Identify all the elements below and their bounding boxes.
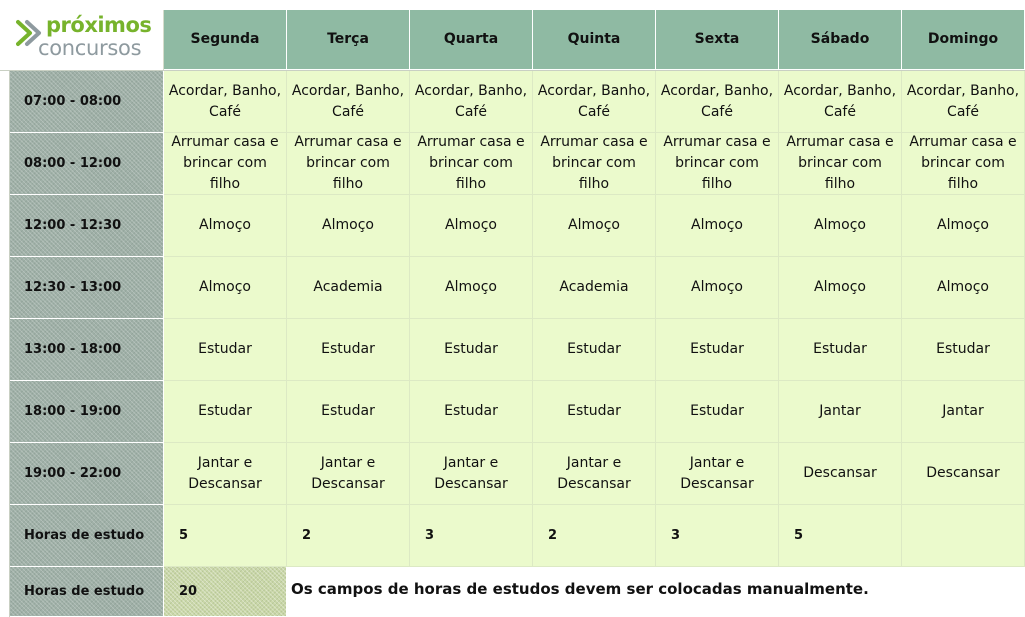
activity-cell[interactable]: Estudar bbox=[533, 319, 656, 381]
activity-cell[interactable]: Acordar, Banho, Café bbox=[902, 71, 1025, 133]
activity-cell[interactable]: Estudar bbox=[287, 381, 410, 443]
total-hours-label[interactable]: Horas de estudo bbox=[10, 567, 164, 617]
activity-cell[interactable]: Acordar, Banho, Café bbox=[164, 71, 287, 133]
activity-cell[interactable]: Estudar bbox=[287, 319, 410, 381]
day-header[interactable]: Terça bbox=[287, 10, 410, 70]
activity-cell[interactable]: Acordar, Banho, Café bbox=[410, 71, 533, 133]
schedule-row bbox=[10, 195, 1025, 257]
time-slot-cell[interactable]: 18:00 - 19:00 bbox=[10, 381, 164, 443]
activity-cell[interactable]: Jantar bbox=[902, 381, 1025, 443]
schedule-row bbox=[10, 443, 1025, 505]
time-slot-cell[interactable]: 07:00 - 08:00 bbox=[10, 71, 164, 133]
activity-cell[interactable]: Academia bbox=[287, 257, 410, 319]
logo-text-proximos: próximos bbox=[46, 13, 152, 37]
activity-cell[interactable]: Jantar e Descansar bbox=[287, 443, 410, 505]
activity-cell[interactable]: Arrumar casa e brincar com filho bbox=[533, 133, 656, 195]
activity-cell[interactable]: Almoço bbox=[287, 195, 410, 257]
time-slot-cell[interactable]: 08:00 - 12:00 bbox=[10, 133, 164, 195]
day-header[interactable]: Sexta bbox=[656, 10, 779, 70]
activity-cell[interactable]: Estudar bbox=[410, 381, 533, 443]
day-header[interactable]: Sábado bbox=[779, 10, 902, 70]
activity-cell[interactable]: Almoço bbox=[164, 195, 287, 257]
schedule-row bbox=[10, 71, 1025, 133]
activity-cell[interactable]: Jantar bbox=[779, 381, 902, 443]
activity-cell[interactable]: Arrumar casa e brincar com filho bbox=[656, 133, 779, 195]
schedule-row bbox=[10, 133, 1025, 195]
logo-text-concursos: concursos bbox=[38, 36, 142, 60]
day-header[interactable]: Quinta bbox=[533, 10, 656, 70]
study-hours-label[interactable]: Horas de estudo bbox=[10, 505, 164, 567]
activity-cell[interactable]: Jantar e Descansar bbox=[533, 443, 656, 505]
activity-cell[interactable]: Almoço bbox=[779, 257, 902, 319]
total-hours-value[interactable]: 20 bbox=[164, 567, 287, 617]
activity-cell[interactable]: Almoço bbox=[656, 195, 779, 257]
activity-cell[interactable]: Acordar, Banho, Café bbox=[533, 71, 656, 133]
activity-cell[interactable]: Jantar e Descansar bbox=[656, 443, 779, 505]
activity-cell[interactable]: Almoço bbox=[410, 257, 533, 319]
activity-cell[interactable]: Estudar bbox=[656, 319, 779, 381]
total-hours-row bbox=[10, 567, 287, 617]
activity-cell[interactable]: Acordar, Banho, Café bbox=[779, 71, 902, 133]
activity-cell[interactable]: Estudar bbox=[410, 319, 533, 381]
activity-cell[interactable]: Arrumar casa e brincar com filho bbox=[779, 133, 902, 195]
activity-cell[interactable]: Descansar bbox=[779, 443, 902, 505]
activity-cell[interactable]: Descansar bbox=[902, 443, 1025, 505]
activity-cell[interactable]: Arrumar casa e brincar com filho bbox=[164, 133, 287, 195]
activity-cell[interactable]: Jantar e Descansar bbox=[410, 443, 533, 505]
time-slot-cell[interactable]: 12:30 - 13:00 bbox=[10, 257, 164, 319]
study-hours-value[interactable]: 5 bbox=[779, 505, 902, 567]
activity-cell[interactable]: Estudar bbox=[533, 381, 656, 443]
activity-cell[interactable]: Arrumar casa e brincar com filho bbox=[410, 133, 533, 195]
activity-cell[interactable]: Estudar bbox=[164, 381, 287, 443]
instruction-note: Os campos de horas de estudos devem ser colocadas manualmente. bbox=[291, 580, 869, 598]
study-hours-value[interactable] bbox=[902, 505, 1025, 567]
activity-cell[interactable]: Almoço bbox=[779, 195, 902, 257]
schedule-row bbox=[10, 257, 1025, 319]
activity-cell[interactable]: Estudar bbox=[902, 319, 1025, 381]
study-hours-value[interactable]: 2 bbox=[533, 505, 656, 567]
activity-cell[interactable]: Academia bbox=[533, 257, 656, 319]
activity-cell[interactable]: Almoço bbox=[656, 257, 779, 319]
day-header[interactable]: Segunda bbox=[164, 10, 287, 70]
activity-cell[interactable]: Arrumar casa e brincar com filho bbox=[287, 133, 410, 195]
header-row bbox=[164, 10, 1025, 70]
activity-cell[interactable]: Almoço bbox=[410, 195, 533, 257]
study-hours-row bbox=[10, 505, 1025, 567]
study-hours-value[interactable]: 3 bbox=[656, 505, 779, 567]
activity-cell[interactable]: Almoço bbox=[902, 195, 1025, 257]
schedule-row bbox=[10, 381, 1025, 443]
left-row-gutter bbox=[0, 71, 10, 617]
schedule-row bbox=[10, 319, 1025, 381]
time-slot-cell[interactable]: 12:00 - 12:30 bbox=[10, 195, 164, 257]
logo-cell bbox=[10, 10, 164, 70]
study-hours-value[interactable]: 3 bbox=[410, 505, 533, 567]
activity-cell[interactable]: Almoço bbox=[533, 195, 656, 257]
activity-cell[interactable]: Acordar, Banho, Café bbox=[656, 71, 779, 133]
activity-cell[interactable]: Estudar bbox=[164, 319, 287, 381]
day-header[interactable]: Domingo bbox=[902, 10, 1025, 70]
activity-cell[interactable]: Almoço bbox=[902, 257, 1025, 319]
activity-cell[interactable]: Almoço bbox=[164, 257, 287, 319]
time-slot-cell[interactable]: 13:00 - 18:00 bbox=[10, 319, 164, 381]
study-hours-value[interactable]: 2 bbox=[287, 505, 410, 567]
time-slot-cell[interactable]: 19:00 - 22:00 bbox=[10, 443, 164, 505]
activity-cell[interactable]: Estudar bbox=[779, 319, 902, 381]
activity-cell[interactable]: Estudar bbox=[656, 381, 779, 443]
activity-cell[interactable]: Arrumar casa e brincar com filho bbox=[902, 133, 1025, 195]
study-hours-value[interactable]: 5 bbox=[164, 505, 287, 567]
activity-cell[interactable]: Jantar e Descansar bbox=[164, 443, 287, 505]
activity-cell[interactable]: Acordar, Banho, Café bbox=[287, 71, 410, 133]
day-header[interactable]: Quarta bbox=[410, 10, 533, 70]
